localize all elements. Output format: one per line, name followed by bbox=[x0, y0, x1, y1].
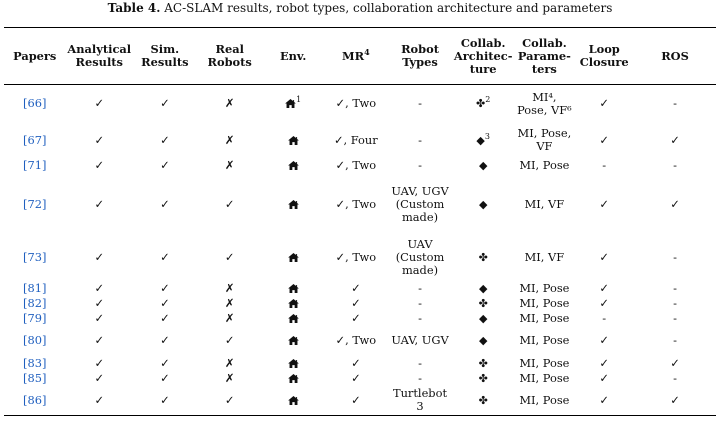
parameters-cell: MI, Pose bbox=[519, 392, 570, 407]
sim-cell: ✓ bbox=[160, 310, 170, 325]
robot-types-cell: - bbox=[418, 355, 422, 370]
architecture-cell bbox=[452, 371, 515, 386]
robot-types-cell: UAV, UGV (Custom made) bbox=[391, 183, 449, 224]
column-header bbox=[263, 28, 324, 85]
table-row bbox=[4, 174, 716, 235]
column-header-label: Real Robots bbox=[207, 42, 252, 69]
column-header-label: Env. bbox=[279, 48, 307, 63]
mr-cell: ✓, Two bbox=[335, 196, 377, 211]
real-robots-cell: ✗ bbox=[224, 96, 235, 111]
ros-cell: ✓ bbox=[670, 196, 680, 211]
robot-types-cell: Turtlebot 3 bbox=[392, 386, 448, 414]
sim-cell: ✓ bbox=[160, 158, 170, 172]
diamond-icon: ◆ bbox=[478, 311, 488, 325]
mr-cell: ✓, Two bbox=[335, 333, 377, 347]
table-row bbox=[4, 311, 716, 326]
loop-closure-cell: ✓ bbox=[599, 132, 609, 147]
mr-cell: ✓ bbox=[351, 295, 361, 310]
robot-types-cell: - bbox=[418, 96, 422, 111]
mr-cell: ✓, Two bbox=[335, 96, 377, 111]
robot-types-cell: UAV, UGV bbox=[391, 333, 449, 347]
four-petal-icon: ✤ bbox=[478, 371, 488, 385]
architecture-cell bbox=[452, 235, 515, 281]
loop-closure-cell: ✓ bbox=[599, 355, 609, 370]
analytical-cell: ✓ bbox=[94, 158, 105, 172]
architecture-footnote: 2 bbox=[485, 95, 491, 105]
env-cell bbox=[263, 123, 324, 158]
robot-types-cell: UAV (Custom made) bbox=[395, 237, 445, 277]
house-icon bbox=[288, 136, 299, 145]
parameters-cell: MI, Pose bbox=[519, 295, 570, 310]
table-row bbox=[4, 356, 716, 371]
column-header-label: MR bbox=[342, 48, 365, 63]
architecture-cell bbox=[452, 296, 515, 311]
mr-cell: ✓ bbox=[351, 310, 361, 325]
real-robots-cell: ✗ bbox=[224, 280, 235, 295]
mr-cell: ✓ bbox=[351, 392, 361, 407]
env-cell bbox=[263, 311, 324, 326]
house-icon bbox=[285, 99, 296, 108]
ros-cell: - bbox=[673, 333, 677, 347]
ros-cell: - bbox=[673, 370, 677, 385]
parameters-cell: MI, Pose bbox=[519, 355, 570, 370]
mr-cell: ✓ bbox=[351, 355, 361, 370]
paper-cell: [85] bbox=[23, 370, 47, 385]
house-icon bbox=[288, 200, 299, 209]
architecture-cell bbox=[452, 85, 515, 123]
ros-cell: ✓ bbox=[670, 355, 680, 370]
real-robots-cell: ✗ bbox=[224, 370, 235, 385]
column-header bbox=[197, 28, 263, 85]
column-header-label: Collab. Parame- ters bbox=[517, 35, 571, 76]
column-header-label: ROS bbox=[661, 48, 689, 63]
mr-cell: ✓ bbox=[351, 280, 361, 295]
analytical-cell: ✓ bbox=[94, 310, 105, 325]
ros-cell: - bbox=[673, 96, 677, 111]
column-header-footnote: 4 bbox=[364, 46, 370, 57]
robot-types-cell: - bbox=[418, 370, 422, 385]
sim-cell: ✓ bbox=[160, 132, 170, 147]
real-robots-cell: ✓ bbox=[224, 196, 235, 211]
house-icon bbox=[288, 359, 299, 368]
parameters-cell: MI, VF bbox=[524, 250, 565, 264]
diamond-icon: ◆ bbox=[476, 133, 485, 147]
column-header-label: Robot Types bbox=[401, 42, 439, 69]
four-petal-icon: ✤ bbox=[478, 393, 488, 407]
paper-cell: [81] bbox=[23, 280, 47, 295]
parameters-cell: MI, Pose bbox=[519, 333, 570, 347]
architecture-cell bbox=[452, 174, 515, 235]
paper-cell: [71] bbox=[23, 158, 47, 172]
analytical-cell: ✓ bbox=[94, 295, 105, 310]
architecture-cell bbox=[452, 356, 515, 371]
house-icon bbox=[288, 161, 299, 170]
real-robots-cell: ✓ bbox=[224, 392, 235, 407]
sim-cell: ✓ bbox=[160, 333, 170, 347]
column-header bbox=[574, 28, 634, 85]
paper-cell: [86] bbox=[23, 392, 47, 407]
ros-cell: - bbox=[673, 250, 677, 264]
paper-cell: [67] bbox=[23, 132, 47, 147]
env-cell bbox=[263, 326, 324, 356]
house-icon bbox=[288, 253, 299, 262]
architecture-cell bbox=[452, 123, 515, 158]
sim-cell: ✓ bbox=[160, 370, 170, 385]
table-row bbox=[4, 85, 716, 123]
real-robots-cell: ✗ bbox=[224, 310, 235, 325]
house-icon bbox=[288, 314, 299, 323]
sim-cell: ✓ bbox=[160, 250, 170, 264]
column-header-label: Analytical Results bbox=[67, 42, 132, 69]
results-table bbox=[4, 27, 716, 416]
sim-cell: ✓ bbox=[160, 295, 170, 310]
loop-closure-cell: - bbox=[602, 158, 607, 172]
paper-cell: [82] bbox=[23, 295, 47, 310]
column-header-label: Collab. Architec- ture bbox=[453, 35, 513, 76]
sim-cell: ✓ bbox=[160, 280, 170, 295]
sim-cell: ✓ bbox=[160, 196, 170, 211]
robot-types-cell: - bbox=[418, 295, 422, 310]
house-icon bbox=[288, 396, 299, 405]
paper-cell: [83] bbox=[23, 355, 47, 370]
table-caption-label: Table 4. bbox=[107, 1, 161, 15]
architecture-cell bbox=[452, 281, 515, 296]
real-robots-cell: ✗ bbox=[224, 132, 235, 147]
house-icon bbox=[288, 374, 299, 383]
paper-cell: [72] bbox=[23, 196, 47, 211]
sim-cell: ✓ bbox=[160, 96, 170, 111]
real-robots-cell: ✓ bbox=[224, 333, 235, 347]
diamond-icon: ◆ bbox=[478, 159, 488, 172]
table-row bbox=[4, 235, 716, 281]
analytical-cell: ✓ bbox=[94, 370, 105, 385]
parameters-cell: MI, Pose bbox=[519, 158, 570, 172]
robot-types-cell: - bbox=[418, 158, 422, 172]
loop-closure-cell: - bbox=[602, 310, 607, 325]
loop-closure-cell: ✓ bbox=[599, 196, 609, 211]
diamond-icon: ◆ bbox=[478, 281, 488, 295]
four-petal-icon: ✤ bbox=[476, 97, 486, 111]
ros-cell: - bbox=[673, 295, 677, 310]
mr-cell: ✓, Four bbox=[333, 132, 378, 147]
four-petal-icon: ✤ bbox=[478, 356, 488, 370]
parameters-cell: MI, VF bbox=[524, 196, 565, 211]
column-header bbox=[452, 28, 515, 85]
mr-cell: ✓, Two bbox=[335, 158, 377, 172]
architecture-cell bbox=[452, 326, 515, 356]
env-cell bbox=[263, 386, 324, 416]
column-header bbox=[388, 28, 452, 85]
architecture-cell bbox=[452, 158, 515, 174]
loop-closure-cell: ✓ bbox=[599, 392, 609, 407]
loop-closure-cell: ✓ bbox=[599, 250, 609, 264]
four-petal-icon: ✤ bbox=[478, 296, 488, 310]
analytical-cell: ✓ bbox=[94, 280, 105, 295]
env-cell bbox=[263, 296, 324, 311]
loop-closure-cell: ✓ bbox=[599, 295, 609, 310]
architecture-cell bbox=[452, 311, 515, 326]
env-footnote: 1 bbox=[296, 95, 302, 105]
analytical-cell: ✓ bbox=[94, 96, 105, 111]
table-row bbox=[4, 158, 716, 174]
sim-cell: ✓ bbox=[160, 392, 170, 407]
loop-closure-cell: ✓ bbox=[599, 280, 609, 295]
real-robots-cell: ✓ bbox=[224, 250, 235, 264]
column-header-label: Loop Closure bbox=[579, 42, 629, 69]
architecture-footnote: 3 bbox=[484, 131, 490, 141]
ros-cell: - bbox=[673, 280, 677, 295]
column-header bbox=[634, 28, 716, 85]
analytical-cell: ✓ bbox=[94, 132, 105, 147]
table-row bbox=[4, 123, 716, 158]
loop-closure-cell: ✓ bbox=[599, 370, 609, 385]
analytical-cell: ✓ bbox=[94, 392, 105, 407]
env-cell bbox=[263, 85, 324, 123]
column-header bbox=[324, 28, 389, 85]
header-row bbox=[4, 28, 716, 85]
env-cell bbox=[263, 158, 324, 174]
paper-cell: [80] bbox=[23, 333, 47, 347]
paper-cell: [79] bbox=[23, 310, 47, 325]
column-header bbox=[514, 28, 574, 85]
mr-cell: ✓ bbox=[351, 370, 361, 385]
column-header bbox=[133, 28, 196, 85]
loop-closure-cell: ✓ bbox=[599, 333, 609, 347]
ros-cell: - bbox=[673, 310, 677, 325]
analytical-cell: ✓ bbox=[94, 333, 105, 347]
parameters-cell: MI, Pose bbox=[519, 370, 570, 385]
analytical-cell: ✓ bbox=[94, 250, 105, 264]
house-icon bbox=[288, 284, 299, 293]
parameters-cell: MI, Pose, VF bbox=[517, 126, 572, 153]
column-header bbox=[4, 28, 65, 85]
architecture-cell bbox=[452, 386, 515, 416]
env-cell bbox=[263, 174, 324, 235]
robot-types-cell: - bbox=[418, 310, 422, 325]
ros-cell: ✓ bbox=[670, 392, 680, 407]
house-icon bbox=[288, 299, 299, 308]
env-cell bbox=[263, 356, 324, 371]
house-icon bbox=[288, 336, 299, 345]
env-cell bbox=[263, 371, 324, 386]
parameters-cell: MI⁴, Pose, VF⁶ bbox=[517, 89, 572, 117]
table-row bbox=[4, 296, 716, 311]
table-body bbox=[4, 85, 716, 416]
parameters-cell: MI, Pose bbox=[519, 280, 570, 295]
table-row bbox=[4, 386, 716, 416]
column-header bbox=[65, 28, 133, 85]
table-row bbox=[4, 371, 716, 386]
robot-types-cell: - bbox=[418, 280, 422, 295]
paper-cell: [73] bbox=[23, 250, 47, 264]
ros-cell: ✓ bbox=[670, 132, 680, 147]
column-header-label: Sim. Results bbox=[141, 42, 189, 69]
mr-cell: ✓, Two bbox=[335, 250, 377, 264]
real-robots-cell: ✗ bbox=[224, 295, 235, 310]
analytical-cell: ✓ bbox=[94, 196, 105, 211]
diamond-icon: ◆ bbox=[478, 197, 488, 211]
robot-types-cell: - bbox=[418, 132, 422, 147]
table-row bbox=[4, 326, 716, 356]
env-cell bbox=[263, 281, 324, 296]
real-robots-cell: ✗ bbox=[224, 355, 235, 370]
env-cell bbox=[263, 235, 324, 281]
four-petal-icon: ✤ bbox=[478, 251, 488, 264]
loop-closure-cell: ✓ bbox=[599, 96, 609, 111]
table-caption-text: AC-SLAM results, robot types, collaboration architecture and parameters bbox=[164, 1, 613, 15]
analytical-cell: ✓ bbox=[94, 355, 105, 370]
table-row bbox=[4, 281, 716, 296]
column-header-label: Papers bbox=[13, 48, 57, 63]
sim-cell: ✓ bbox=[160, 355, 170, 370]
paper-cell: [66] bbox=[23, 96, 47, 111]
parameters-cell: MI, Pose bbox=[519, 310, 570, 325]
diamond-icon: ◆ bbox=[478, 334, 488, 347]
real-robots-cell: ✗ bbox=[224, 158, 235, 172]
table-caption bbox=[0, 0, 720, 15]
ros-cell: - bbox=[673, 158, 677, 172]
